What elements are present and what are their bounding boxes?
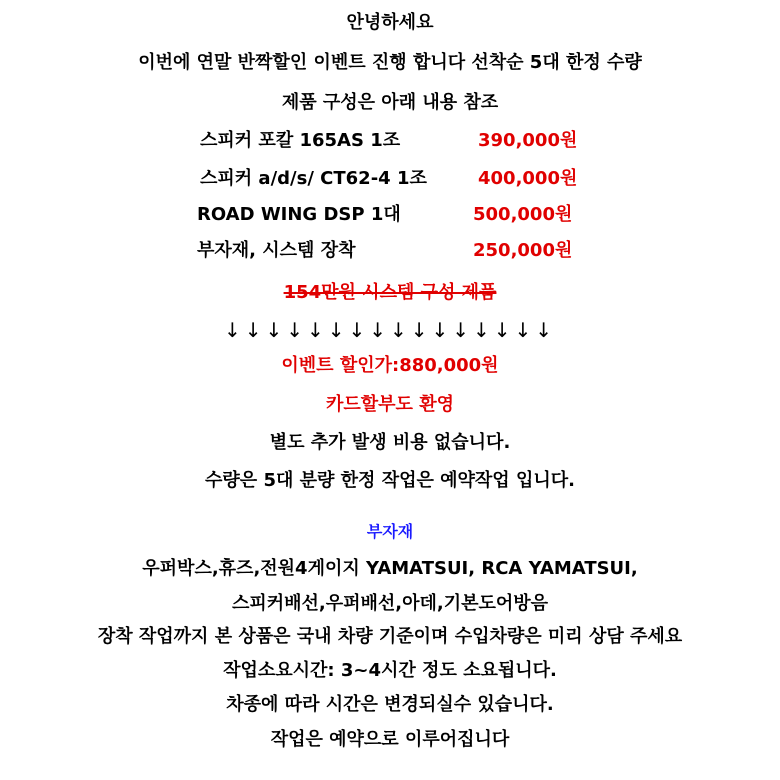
item-name: 스피커 포칼 165AS 1조 [200, 130, 401, 151]
item-name: 부자재, 시스템 장착 [197, 240, 356, 261]
item-row [0, 128, 780, 154]
item-name: ROAD WING DSP 1대 [197, 204, 401, 225]
item-price: 400,000원 [478, 168, 578, 189]
item-price: 250,000원 [473, 240, 573, 261]
accessories-line1: 우퍼박스,휴즈,전원4게이지 YAMATSUI, RCA YAMATSUI, [142, 558, 638, 579]
event-price: 이벤트 할인가:880,000원 [281, 355, 499, 376]
intro-text: 이번에 연말 반짝할인 이벤트 진행 합니다 선착순 5대 한정 수량 [138, 52, 642, 73]
item-price: 500,000원 [473, 204, 573, 225]
greeting: 안녕하세요 [346, 12, 434, 33]
item-row [0, 166, 780, 192]
original-total: 154만원 시스템 구성 제품 [283, 282, 497, 303]
config-note: 제품 구성은 아래 내용 참조 [281, 92, 499, 113]
item-price: 390,000원 [478, 130, 578, 151]
no-extra-cost: 별도 추가 발생 비용 없습니다. [269, 432, 511, 453]
time-note: 작업소요시간: 3~4시간 정도 소요됩니다. [223, 660, 557, 681]
accessories-title: 부자재 [366, 522, 414, 541]
reservation-note: 작업은 예약으로 이루어집니다 [270, 729, 510, 750]
item-name: 스피커 a/d/s/ CT62-4 1조 [200, 168, 427, 189]
item-row [0, 238, 780, 264]
item-row [0, 202, 780, 228]
time-vary-note: 차종에 따라 시간은 변경되실수 있습니다. [226, 694, 554, 715]
install-note: 장착 작업까지 본 상품은 국내 차량 기준이며 수입차량은 미리 상담 주세요 [97, 626, 683, 647]
limited-note: 수량은 5대 분량 한정 작업은 예약작업 입니다. [205, 470, 575, 491]
down-arrows: ↓↓↓↓↓↓↓↓↓↓↓↓↓↓↓↓ [223, 318, 557, 342]
accessories-line2: 스피커배선,우퍼배선,아데,기본도어방음 [231, 593, 549, 614]
card-installment: 카드할부도 환영 [326, 394, 454, 415]
